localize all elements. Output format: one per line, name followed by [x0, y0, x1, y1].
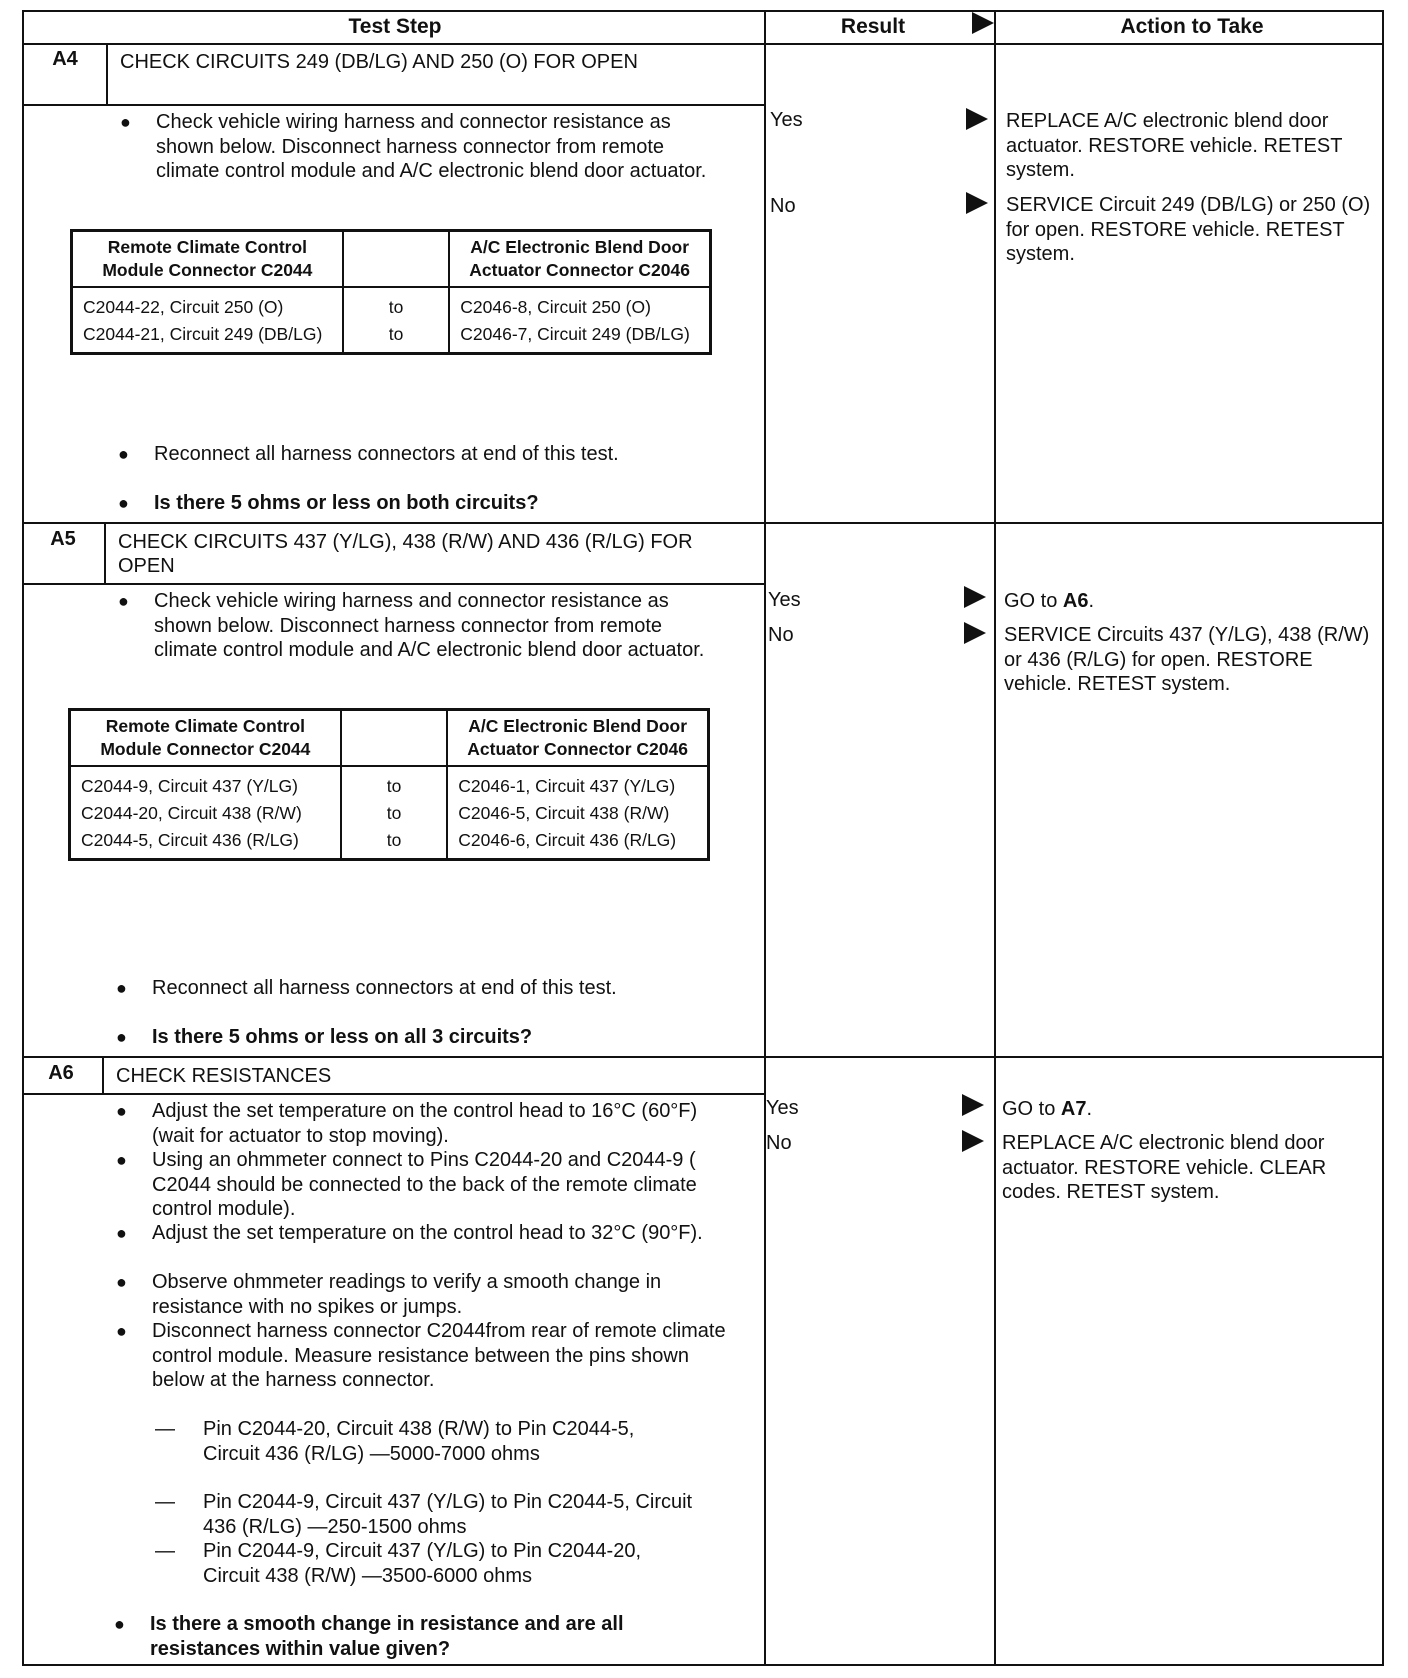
instruction-bullet: ● Observe ohmmeter readings to verify a smooth change in resistance with no spikes or jumps. — [116, 1270, 716, 1319]
column-header: Remote Climate Control Module Connector C2044 — [70, 710, 341, 767]
arrow-icon — [962, 1094, 984, 1116]
header-test-step: Test Step — [348, 15, 442, 38]
header-action: Action to Take — [1120, 15, 1264, 38]
arrow-icon — [964, 622, 986, 644]
table-cell: to — [343, 321, 450, 354]
action-no-a4: SERVICE Circuit 249 (DB/LG) or 250 (O) for open. RESTORE vehicle. RETEST system. — [1006, 194, 1371, 265]
table-cell: to — [341, 766, 448, 800]
table-cell: C2046-5, Circuit 438 (R/W) — [447, 800, 708, 827]
action-yes-a6 — [1002, 1097, 1378, 1122]
result-yes-a4: Yes — [770, 109, 803, 131]
table-row — [70, 800, 709, 827]
action-text: GO to — [1004, 590, 1063, 612]
step-title-rule — [22, 104, 766, 106]
divider-result-column — [764, 10, 766, 1666]
instruction-bullet: ● Using an ohmmeter connect to Pins C2044-20 and C2044-9 ( C2044 should be connected to the back of the remote climate control module). — [116, 1148, 716, 1222]
action-yes-a4: REPLACE A/C electronic blend door actuator. RESTORE vehicle. RETEST system. — [1006, 110, 1343, 181]
step-id-a5: A5 — [50, 528, 76, 550]
step-title-rule — [22, 1093, 766, 1095]
table-row — [72, 287, 711, 321]
instruction-bullet: ● Disconnect harness connector C2044from rear of remote climate control module. Measure resistance between the pins shown below at the harness connector. — [116, 1319, 726, 1393]
table-cell: C2044-20, Circuit 438 (R/W) — [70, 800, 341, 827]
column-header — [343, 231, 450, 288]
result-no-a6: No — [766, 1132, 792, 1154]
result-no-a5: No — [768, 624, 794, 646]
reconnect-note-a4: ● Reconnect all harness connectors at end of this test. — [118, 442, 698, 467]
table-cell: C2046-8, Circuit 250 (O) — [449, 287, 710, 321]
action-text: . — [1086, 1098, 1093, 1120]
step-separator — [22, 522, 1384, 524]
table-cell: to — [341, 827, 448, 860]
header-result: Result — [840, 15, 906, 38]
question-a4: ● Is there 5 ohms or less on both circuits? — [118, 491, 728, 516]
result-yes-a5: Yes — [768, 589, 801, 611]
column-header — [341, 710, 448, 767]
column-header: A/C Electronic Blend Door Actuator Connector C2046 — [447, 710, 708, 767]
header-arrow-icon — [972, 12, 994, 34]
instruction-a4: ● Check vehicle wiring harness and connector resistance as shown below. Disconnect harness connector from remote climate control module and A/C electronic blend door actuator. — [120, 110, 730, 184]
instruction-bullet: ● Adjust the set temperature on the control head to 32°C (90°F). — [116, 1221, 716, 1246]
action-yes-a5 — [1004, 589, 1380, 614]
arrow-icon — [962, 1130, 984, 1152]
connector-table-a4 — [70, 229, 712, 355]
action-no-a6: REPLACE A/C electronic blend door actuator. RESTORE vehicle. CLEAR codes. RETEST system. — [1002, 1132, 1327, 1203]
table-row — [70, 766, 709, 800]
column-header: Remote Climate Control Module Connector C2044 — [72, 231, 343, 288]
table-cell: C2046-7, Circuit 249 (DB/LG) — [449, 321, 710, 354]
connector-table-a5 — [68, 708, 710, 861]
arrow-icon — [966, 108, 988, 130]
table-cell: to — [341, 800, 448, 827]
table-cell: C2044-5, Circuit 436 (R/LG) — [70, 827, 341, 860]
table-row — [72, 321, 711, 354]
resistance-spec: — Pin C2044-9, Circuit 437 (Y/LG) to Pin C2044-20, Circuit 438 (R/W) —3500-6000 ohms — [155, 1539, 685, 1588]
action-no-a5: SERVICE Circuits 437 (Y/LG), 438 (R/W) or 436 (R/LG) for open. RESTORE vehicle. RETEST system. — [1004, 624, 1370, 695]
action-text: GO to — [1002, 1098, 1061, 1120]
step-separator — [22, 1056, 1384, 1058]
result-no-a4: No — [770, 195, 796, 217]
table-cell: C2044-9, Circuit 437 (Y/LG) — [70, 766, 341, 800]
table-cell: C2046-6, Circuit 436 (R/LG) — [447, 827, 708, 860]
reconnect-note-a5: ● Reconnect all harness connectors at end of this test. — [116, 976, 696, 1001]
action-text: . — [1088, 590, 1095, 612]
table-row — [70, 827, 709, 860]
instruction-bullet: ● Adjust the set temperature on the control head to 16°C (60°F) (wait for actuator to stop moving). — [116, 1099, 716, 1148]
table-cell: C2044-21, Circuit 249 (DB/LG) — [72, 321, 343, 354]
step-title-rule — [22, 583, 766, 585]
resistance-spec: — Pin C2044-20, Circuit 438 (R/W) to Pin C2044-5, Circuit 436 (R/LG) —5000-7000 ohms — [155, 1417, 685, 1466]
question-a5: ● Is there 5 ohms or less on all 3 circuits? — [116, 1025, 726, 1050]
goto-step-link[interactable]: A6 — [1062, 590, 1089, 612]
resistance-spec: — Pin C2044-9, Circuit 437 (Y/LG) to Pin C2044-5, Circuit 436 (R/LG) —250-1500 ohms — [155, 1490, 725, 1539]
arrow-icon — [966, 192, 988, 214]
step-title-a6: CHECK RESISTANCES — [116, 1065, 332, 1087]
column-header: A/C Electronic Blend Door Actuator Connector C2046 — [449, 231, 710, 288]
instruction-a5: ● Check vehicle wiring harness and connector resistance as shown below. Disconnect harness connector from remote climate control module and A/C electronic blend door actuator. — [118, 589, 728, 663]
step-id-divider — [104, 522, 106, 584]
result-yes-a6: Yes — [766, 1097, 799, 1119]
divider-action-column — [994, 10, 996, 1666]
step-id-divider — [106, 43, 108, 105]
goto-step-link[interactable]: A7 — [1060, 1098, 1087, 1120]
table-cell: C2046-1, Circuit 437 (Y/LG) — [447, 766, 708, 800]
table-cell: to — [343, 287, 450, 321]
header-rule — [22, 43, 1384, 45]
question-a6: ● Is there a smooth change in resistance and are all resistances within value given? — [114, 1612, 734, 1661]
step-id-a4: A4 — [52, 48, 78, 70]
arrow-icon — [964, 586, 986, 608]
step-id-a6: A6 — [48, 1062, 74, 1084]
step-title-a4: CHECK CIRCUITS 249 (DB/LG) AND 250 (O) FOR OPEN — [120, 51, 638, 73]
table-cell: C2044-22, Circuit 250 (O) — [72, 287, 343, 321]
step-id-divider — [102, 1056, 104, 1094]
step-title-a5: CHECK CIRCUITS 437 (Y/LG), 438 (R/W) AND 436 (R/LG) FOR OPEN — [118, 531, 693, 577]
